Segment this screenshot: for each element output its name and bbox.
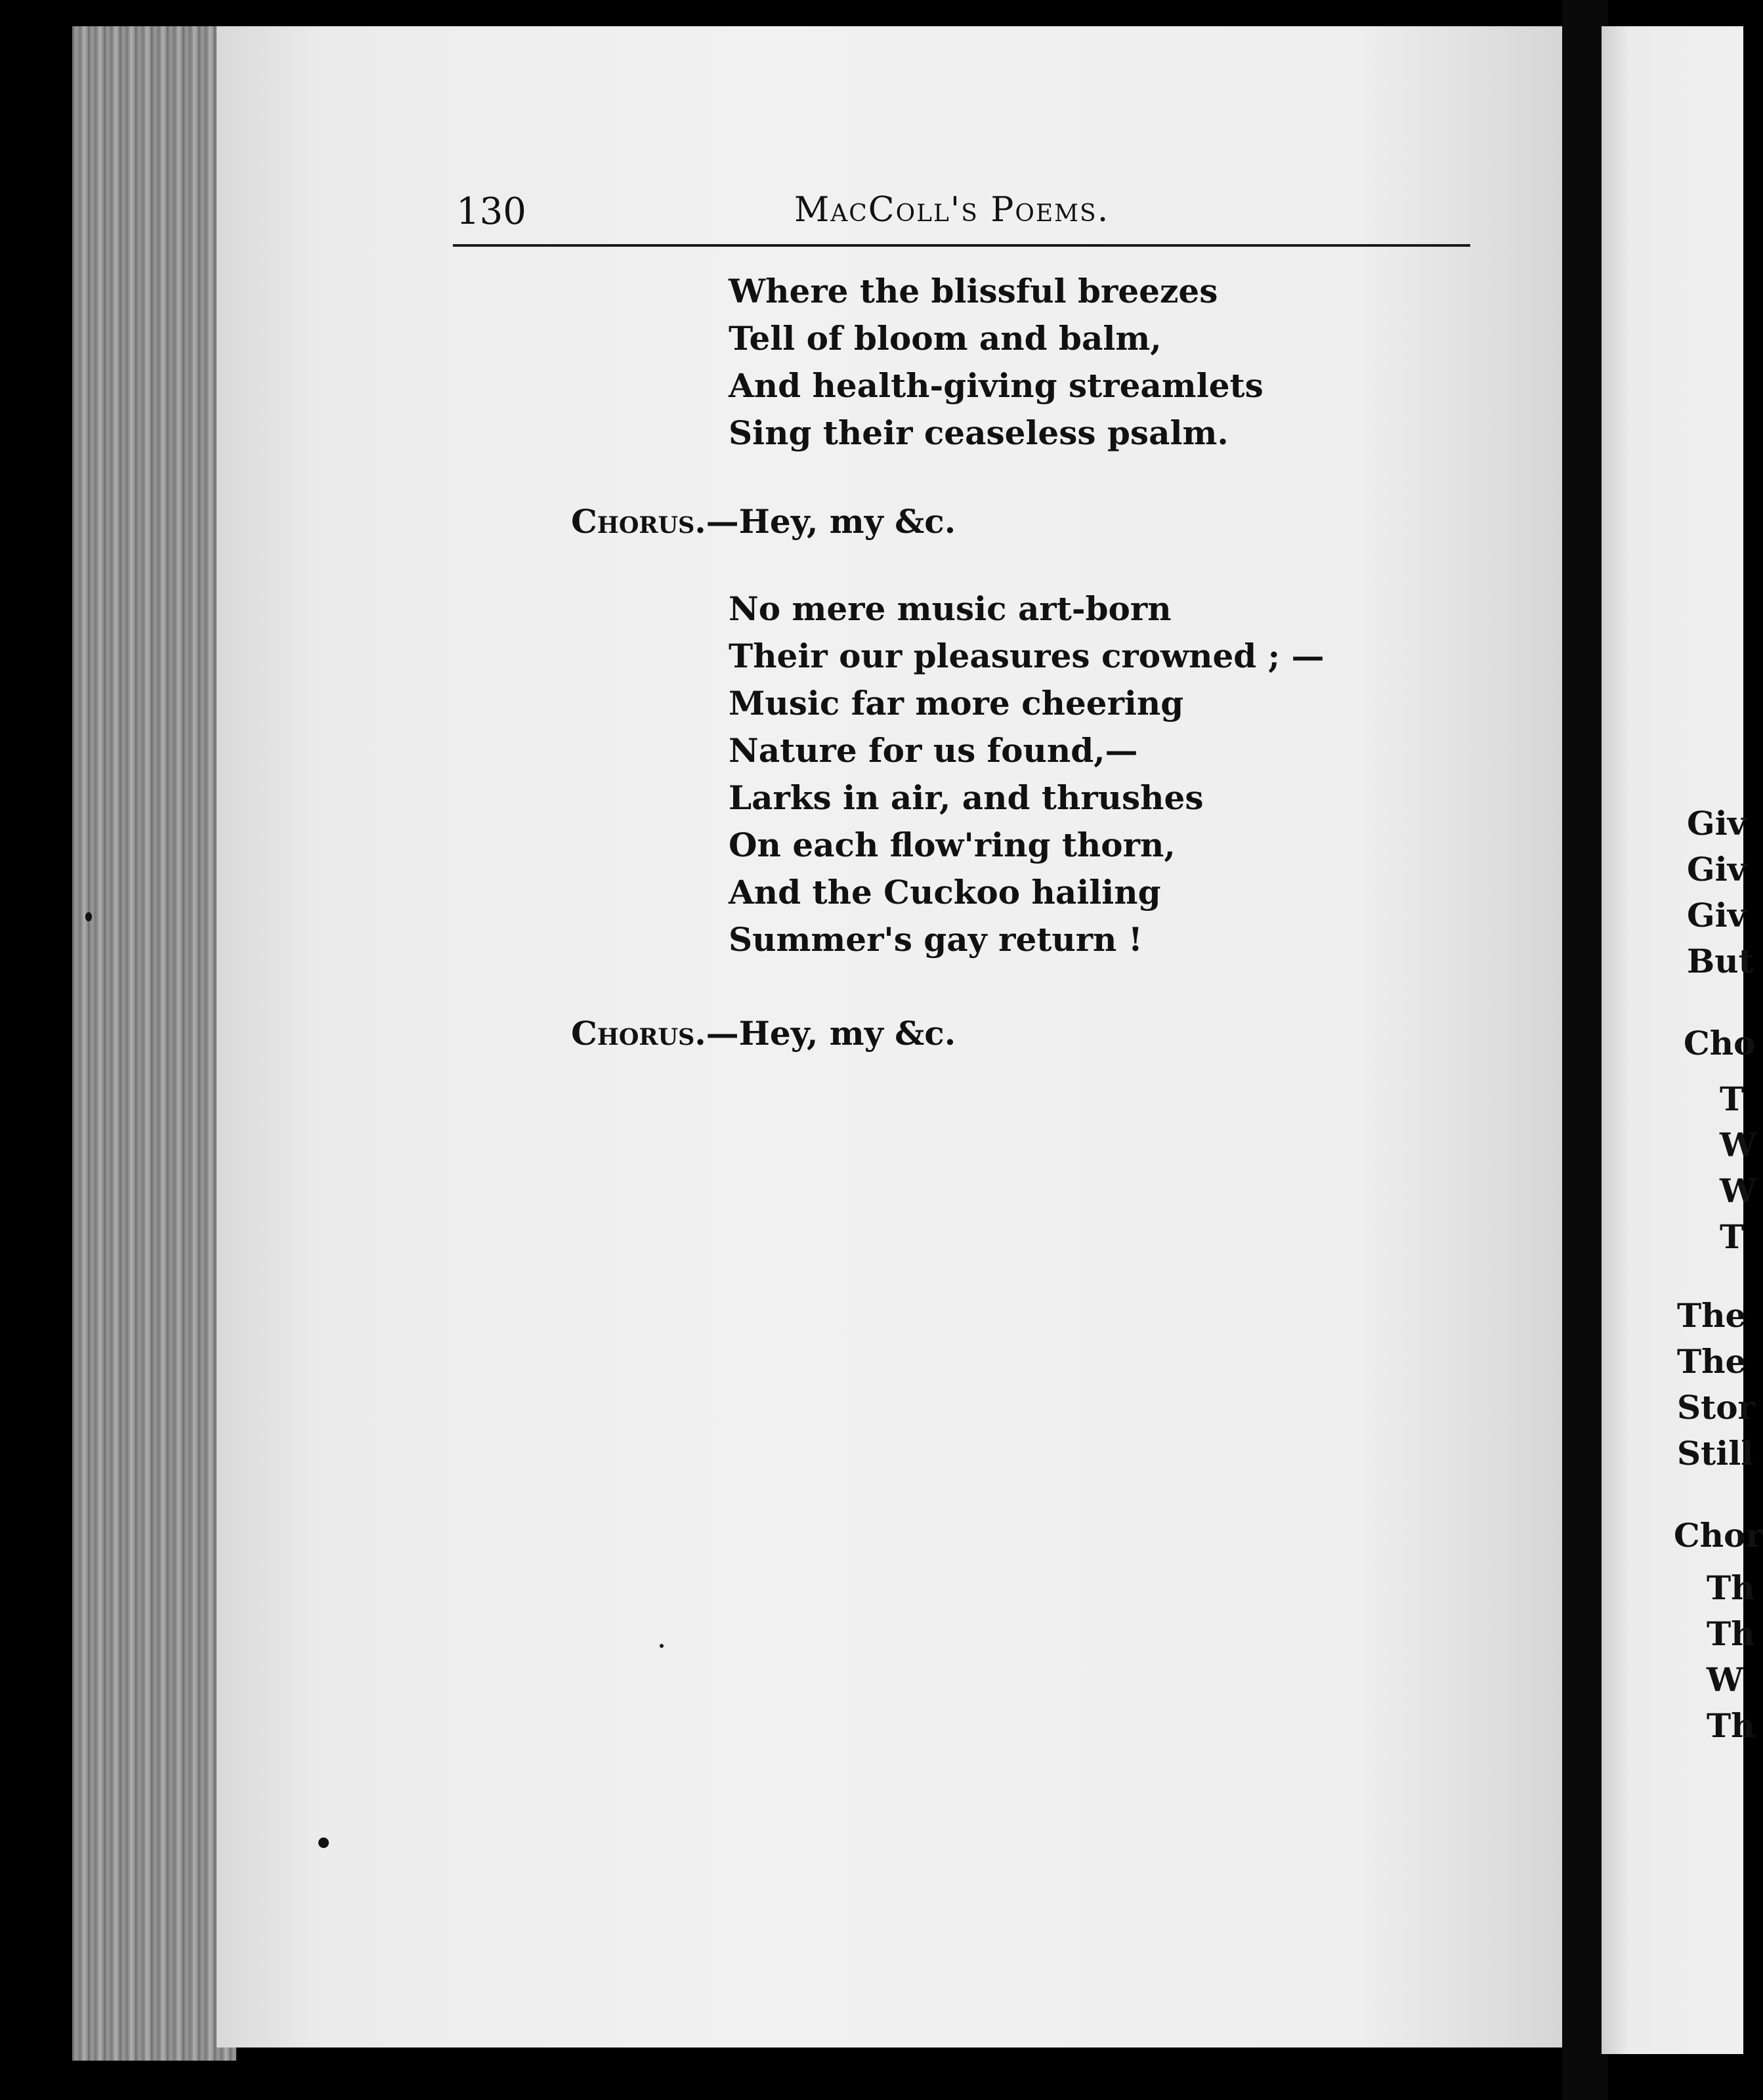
facing-fragment: W (1720, 1125, 1757, 1164)
page-edges (72, 26, 236, 2061)
facing-fragment: Th (1707, 1706, 1755, 1745)
facing-fragment: Cho (1684, 1024, 1756, 1062)
dust-speck (85, 912, 92, 921)
facing-fragment: The (1677, 1342, 1747, 1381)
verse-line: Music far more cheering (729, 684, 1184, 723)
facing-fragment: W (1707, 1660, 1744, 1699)
facing-fragment: T (1720, 1080, 1745, 1118)
verse-line: Tell of bloom and balm, (729, 319, 1162, 358)
chorus-text: —Hey, my &c. (706, 502, 956, 541)
page-number: 130 (456, 190, 526, 233)
chorus-2 (571, 1014, 956, 1053)
facing-fragment: Chor (1674, 1516, 1763, 1555)
facing-fragment: Th (1707, 1614, 1755, 1653)
facing-fragment: W (1720, 1171, 1757, 1210)
stanza-1 (729, 268, 1264, 457)
facing-fragment: Still (1677, 1434, 1754, 1473)
verse-line: Their our pleasures crowned ; — (729, 637, 1325, 675)
header-rule (453, 244, 1470, 247)
verse-line: Sing their ceaseless psalm. (729, 413, 1229, 452)
verse-line: And the Cuckoo hailing (729, 873, 1161, 912)
verse-line: No mere music art-born (729, 589, 1172, 628)
dust-speck (318, 1838, 329, 1848)
stanza-2 (729, 585, 1325, 963)
verse-line: Nature for us found,— (729, 731, 1138, 770)
facing-fragment: But (1687, 942, 1754, 980)
facing-fragment: T (1720, 1217, 1745, 1256)
facing-fragment: Giv (1687, 896, 1747, 934)
verse-line: On each flow'ring thorn, (729, 826, 1176, 864)
chorus-1 (571, 502, 956, 541)
verse-line: Larks in air, and thrushes (729, 778, 1204, 817)
verse-line: Where the blissful breezes (729, 272, 1218, 310)
page-header (456, 190, 1470, 243)
facing-fragment: Giv (1687, 804, 1747, 843)
verse-line: And health-giving streamlets (729, 366, 1264, 405)
facing-fragment: The (1677, 1296, 1747, 1335)
running-title: MacColl's Poems. (794, 190, 1110, 230)
chorus-label: Chorus. (571, 1014, 706, 1053)
facing-fragment: Stor (1677, 1388, 1755, 1427)
facing-fragment: Giv (1687, 850, 1747, 889)
chorus-text: —Hey, my &c. (706, 1014, 956, 1053)
facing-fragment: Th (1707, 1568, 1755, 1607)
chorus-label: Chorus. (571, 502, 706, 541)
facing-page (1602, 26, 1763, 2054)
verse-line: Summer's gay return ! (729, 920, 1143, 959)
dust-speck (660, 1644, 664, 1648)
